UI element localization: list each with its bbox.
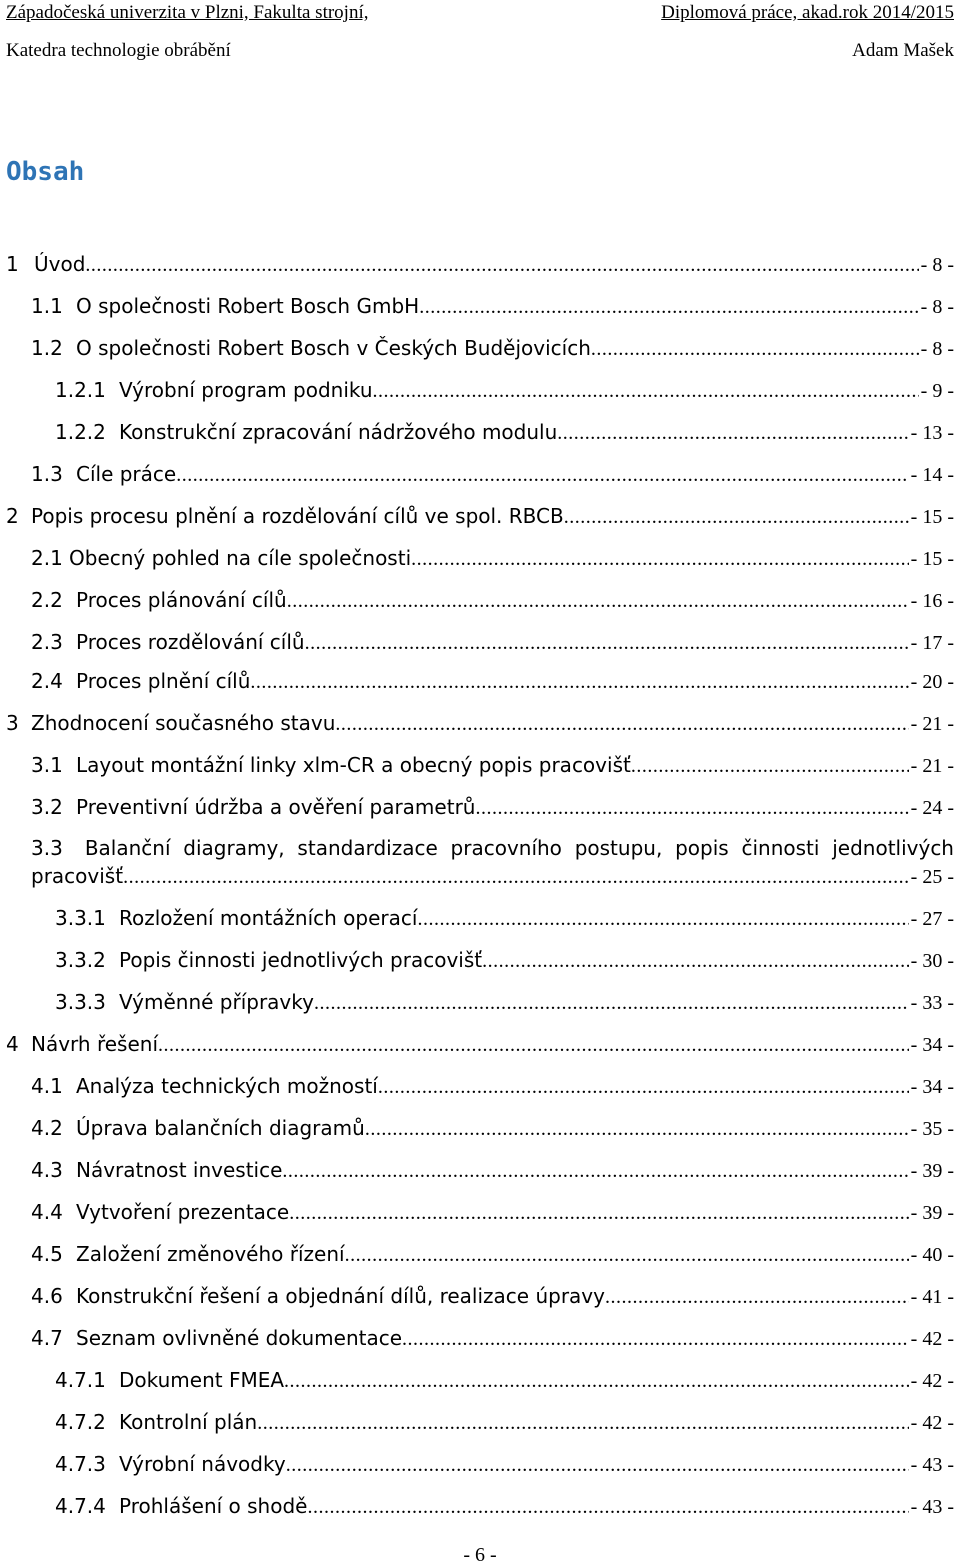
toc-leader: [378, 1074, 909, 1100]
toc-number: 4.6: [31, 1284, 63, 1308]
toc-text: Proces plnění cílů: [76, 669, 251, 693]
toc-page: - 21 -: [910, 755, 954, 777]
toc-page: - 8 -: [920, 296, 954, 318]
toc-number: 3.3.2: [55, 948, 106, 972]
header-author: Adam Mašek: [852, 40, 954, 61]
toc-leader: [282, 1158, 908, 1184]
toc-entry[interactable]: [31, 587, 954, 614]
toc-entry[interactable]: [55, 905, 954, 932]
toc-number: 1.2.1: [55, 378, 106, 402]
toc-number: 1.2: [31, 336, 63, 360]
toc-entry[interactable]: [55, 1451, 954, 1478]
toc-entry[interactable]: [55, 377, 954, 404]
toc-entry[interactable]: [31, 1241, 954, 1268]
toc-text: Návratnost investice: [76, 1158, 283, 1182]
toc-number: 3.1: [31, 753, 63, 777]
toc-text: O společnosti Robert Bosch v Českých Budějovicích: [76, 336, 591, 360]
toc-page: - 16 -: [910, 590, 954, 612]
toc-page: - 43 -: [910, 1454, 954, 1476]
toc-entry[interactable]: [6, 710, 954, 737]
toc-page: - 25 -: [910, 866, 954, 888]
toc-text: Proces plánování cílů: [76, 588, 287, 612]
toc-text: Založení změnového řízení: [76, 1242, 345, 1266]
toc-leader: [631, 753, 909, 779]
toc-entry[interactable]: [31, 1157, 954, 1184]
toc-text: Preventivní údržba a ověření parametrů: [76, 795, 476, 819]
toc-number: 2.4: [31, 669, 63, 693]
toc-page: - 34 -: [910, 1034, 954, 1056]
toc-page: - 8 -: [920, 338, 954, 360]
toc-text: Konstrukční řešení a objednání dílů, realizace úpravy: [76, 1284, 605, 1308]
toc-number: 4.7: [31, 1326, 63, 1350]
toc-leader: [289, 1200, 908, 1226]
toc-text-continued: pracovišť: [31, 864, 124, 888]
toc-text: Úprava balančních diagramů: [76, 1116, 365, 1140]
toc-entry[interactable]: [55, 1367, 954, 1394]
toc-entry[interactable]: [31, 461, 954, 488]
toc-text: Rozložení montážních operací: [119, 906, 418, 930]
toc-number: 4.7.2: [55, 1410, 106, 1434]
toc-entry[interactable]: [31, 1325, 954, 1352]
toc-number: 3.3.3: [55, 990, 106, 1014]
toc-leader: [314, 990, 909, 1016]
toc-page: - 40 -: [910, 1244, 954, 1266]
toc-page: - 43 -: [910, 1496, 954, 1518]
toc-leader: [307, 1494, 908, 1520]
toc-leader: [85, 252, 918, 278]
toc-page: - 41 -: [910, 1286, 954, 1308]
toc-leader: [305, 630, 909, 656]
toc-entry[interactable]: [31, 1199, 954, 1226]
header-thesis-info: Diplomová práce, akad.rok 2014/2015: [661, 2, 954, 23]
page-header-bottom: [6, 40, 954, 62]
toc-leader: [402, 1326, 909, 1352]
toc-leader: [417, 906, 908, 932]
toc-entry[interactable]: [31, 794, 954, 821]
toc-leader: [284, 1368, 909, 1394]
toc-text: Úvod: [34, 252, 86, 276]
toc-title: Obsah: [6, 157, 85, 187]
toc-number: 2.1: [31, 546, 63, 570]
toc-number: 2.3: [31, 630, 63, 654]
toc-entry[interactable]: [31, 1115, 954, 1142]
toc-page: - 21 -: [910, 713, 954, 735]
toc-entry[interactable]: [55, 1409, 954, 1436]
toc-entry[interactable]: [31, 834, 954, 891]
toc-text: Proces rozdělování cílů: [76, 630, 305, 654]
toc-number: 2.2: [31, 588, 63, 612]
toc-text: Výměnné přípravky: [119, 990, 314, 1014]
toc-text: O společnosti Robert Bosch GmbH: [76, 294, 420, 318]
toc-number: 4.7.4: [55, 1494, 106, 1518]
toc-leader: [250, 669, 908, 695]
toc-text: Balanční diagramy, standardizace pracovního postupu, popis činnosti jednotlivých: [84, 836, 954, 860]
toc-number: 3.3: [31, 836, 63, 860]
toc-number: 3.3.1: [55, 906, 106, 930]
toc-number: 3.2: [31, 795, 63, 819]
toc-page: - 42 -: [910, 1370, 954, 1392]
toc-number: 1: [6, 252, 19, 276]
toc-leader: [257, 1410, 908, 1436]
toc-number: 1.2.2: [55, 420, 106, 444]
page-header-top: [6, 2, 954, 24]
toc-entry[interactable]: [55, 419, 954, 446]
toc-page: - 35 -: [910, 1118, 954, 1140]
toc-text: Analýza technických možností: [76, 1074, 378, 1098]
toc-page: - 14 -: [910, 464, 954, 486]
toc-leader: [482, 948, 909, 974]
toc-page: - 39 -: [910, 1202, 954, 1224]
toc-entry[interactable]: [55, 947, 954, 974]
toc-page: - 42 -: [910, 1412, 954, 1434]
toc-number: 2: [6, 504, 19, 528]
toc-number: 1.1: [31, 294, 63, 318]
toc-number: 4: [6, 1032, 19, 1056]
toc-entry[interactable]: [31, 752, 954, 779]
toc-leader: [365, 1116, 909, 1142]
toc-page: - 27 -: [910, 908, 954, 930]
toc-entry[interactable]: [6, 1031, 954, 1058]
toc-text: Konstrukční zpracování nádržového modulu: [119, 420, 558, 444]
toc-page: - 42 -: [910, 1328, 954, 1350]
toc-text: Prohlášení o shodě: [119, 1494, 308, 1518]
toc-text: Výrobní návodky: [119, 1452, 286, 1476]
toc-number: 4.3: [31, 1158, 63, 1182]
toc-text: Výrobní program podniku: [119, 378, 373, 402]
toc-text: Kontrolní plán: [119, 1410, 258, 1434]
toc-leader: [373, 378, 919, 404]
toc-entry[interactable]: [31, 668, 954, 695]
toc-leader: [591, 336, 919, 362]
toc-number: 4.4: [31, 1200, 63, 1224]
toc-entry[interactable]: [55, 989, 954, 1016]
toc-leader: [176, 462, 908, 488]
toc-entry[interactable]: [31, 335, 954, 362]
toc-page: - 20 -: [910, 671, 954, 693]
toc-leader: [123, 863, 909, 891]
toc-text: Vytvoření prezentace: [76, 1200, 290, 1224]
toc-text: Layout montážní linky xlm-CR a obecný popis pracovišť: [76, 753, 631, 777]
toc-page: - 13 -: [910, 422, 954, 444]
toc-text: Dokument FMEA: [119, 1368, 285, 1392]
toc-text: Popis činnosti jednotlivých pracovišť: [119, 948, 483, 972]
toc-leader: [564, 504, 909, 530]
toc-entry[interactable]: [31, 1073, 954, 1100]
toc-entry[interactable]: [55, 1493, 954, 1520]
toc-page: - 33 -: [910, 992, 954, 1014]
toc-entry[interactable]: [31, 545, 954, 572]
toc-number: 4.2: [31, 1116, 63, 1140]
toc-number: 4.7.3: [55, 1452, 106, 1476]
toc-leader: [411, 546, 909, 572]
toc-number: 4.7.1: [55, 1368, 106, 1392]
toc-page: - 34 -: [910, 1076, 954, 1098]
toc-entry[interactable]: [31, 1283, 954, 1310]
toc-leader: [557, 420, 908, 446]
toc-number: 3: [6, 711, 19, 735]
toc-page: - 24 -: [910, 797, 954, 819]
toc-text: Popis procesu plnění a rozdělování cílů ve spol. RBCB: [31, 504, 564, 528]
toc-text: Seznam ovlivněné dokumentace: [76, 1326, 403, 1350]
toc-leader: [286, 1452, 909, 1478]
toc-leader: [158, 1032, 909, 1058]
toc-text: Obecný pohled na cíle společnosti: [69, 546, 412, 570]
toc-text: Návrh řešení: [31, 1032, 159, 1056]
header-department: Katedra technologie obrábění: [6, 40, 231, 61]
page-number: - 6 -: [463, 1544, 497, 1566]
toc-page: - 9 -: [920, 380, 954, 402]
toc-entry[interactable]: [31, 293, 954, 320]
toc-leader: [345, 1242, 909, 1268]
toc-page: - 39 -: [910, 1160, 954, 1182]
toc-leader: [287, 588, 909, 614]
toc-page: - 15 -: [910, 548, 954, 570]
toc-page: - 30 -: [910, 950, 954, 972]
toc-entry[interactable]: [6, 251, 954, 278]
toc-text: Cíle práce: [76, 462, 177, 486]
toc-page: - 8 -: [920, 254, 954, 276]
toc-number: 4.5: [31, 1242, 63, 1266]
toc-page: - 17 -: [910, 632, 954, 654]
toc-number: 1.3: [31, 462, 63, 486]
header-university: Západočeská univerzita v Plzni, Fakulta strojní,: [6, 2, 369, 23]
toc-leader: [475, 795, 908, 821]
toc-entry[interactable]: [31, 629, 954, 656]
toc-leader: [335, 711, 908, 737]
toc-leader: [605, 1284, 909, 1310]
toc-entry[interactable]: [6, 503, 954, 530]
toc-leader: [419, 294, 918, 320]
toc-text: Zhodnocení současného stavu: [31, 711, 336, 735]
toc-page: - 15 -: [910, 506, 954, 528]
toc-number: 4.1: [31, 1074, 63, 1098]
